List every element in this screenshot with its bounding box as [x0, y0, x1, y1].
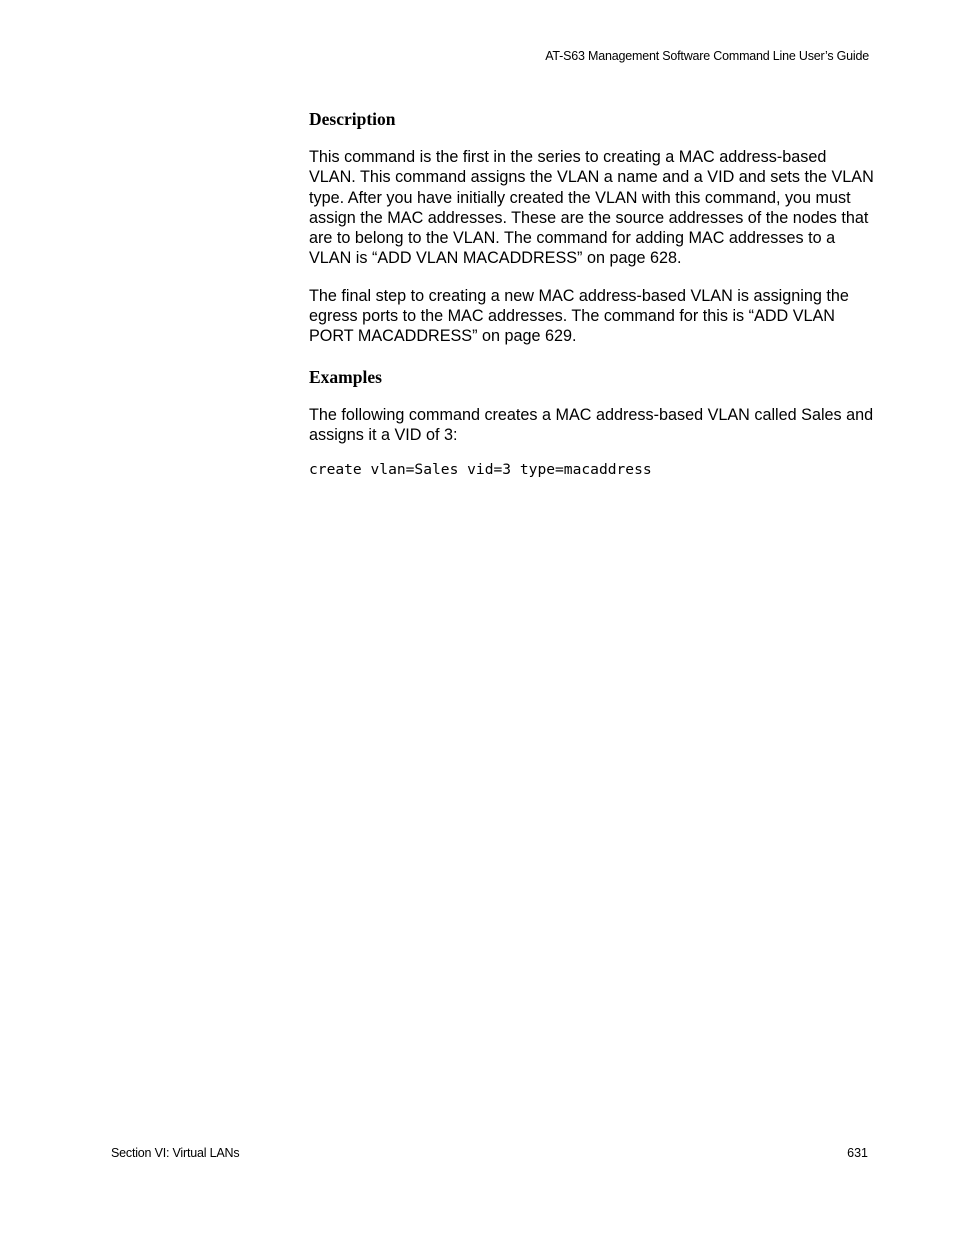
- running-header: AT-S63 Management Software Command Line User’s Guide: [545, 49, 869, 63]
- footer-section: Section VI: Virtual LANs: [111, 1146, 240, 1160]
- description-heading: Description: [309, 109, 396, 129]
- example-command: create vlan=Sales vid=3 type=macaddress: [309, 461, 652, 479]
- description-paragraph-1: This command is the first in the series to creating a MAC address-based VLAN. This command assigns the VLAN a name and a VID and sets the VLAN type. After you have initially created the VLAN with this command, you must assign the MAC addresses. These are the source addresses of the nodes that are to belong to the VLAN. The command for adding MAC addresses to a VLAN is “ADD VLAN MACADDRESS” on page 628.: [309, 148, 874, 268]
- examples-intro: The following command creates a MAC address-based VLAN called Sales and assigns it a VID of 3:: [309, 405, 874, 444]
- description-paragraph-2: The final step to creating a new MAC address-based VLAN is assigning the egress ports to the MAC addresses. The command for this is “ADD VLAN PORT MACADDRESS” on page 629.: [309, 286, 849, 346]
- page-number: 631: [847, 1146, 868, 1160]
- examples-heading: Examples: [309, 366, 382, 387]
- main-content: [309, 108, 874, 480]
